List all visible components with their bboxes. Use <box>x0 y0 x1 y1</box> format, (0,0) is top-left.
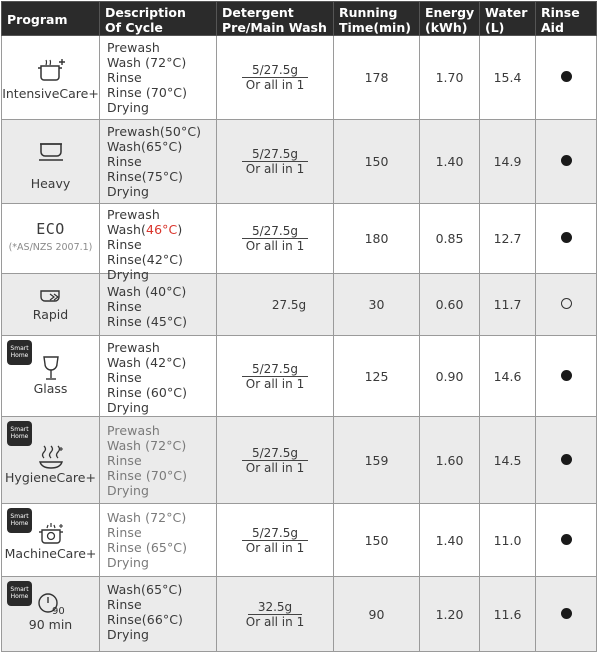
table-row[interactable] <box>2 204 597 274</box>
rinse-aid-cell <box>536 577 597 652</box>
detergent-alt: Or all in 1 <box>245 239 305 253</box>
cycle-step: Rinse <box>107 70 142 85</box>
program-cell <box>2 36 100 120</box>
table-row[interactable] <box>2 336 597 417</box>
detergent-alt: Or all in 1 <box>245 162 305 176</box>
energy-value: 1.70 <box>420 36 480 120</box>
cycle-step: Prewash <box>107 40 160 55</box>
water-value: 15.4 <box>480 36 536 120</box>
intensive-care-icon <box>34 56 68 86</box>
rinse-aid-filled-icon <box>561 608 572 619</box>
cycle-step: Drying <box>107 483 150 498</box>
cycle-step: Wash (72°C) <box>107 510 187 525</box>
header-program: Program <box>2 2 100 36</box>
cycle-step: Rinse (65°C) <box>107 540 188 555</box>
cycle-step: Wash(46°C) <box>107 222 183 237</box>
header-running-time: Running Time(min) <box>334 2 420 36</box>
cycle-description <box>100 504 217 577</box>
header-description: Description Of Cycle <box>100 2 217 36</box>
detergent-cell <box>217 336 334 417</box>
program-name: HygieneCare+ <box>5 470 96 485</box>
program-name: Glass <box>33 381 68 396</box>
detergent-cell <box>217 204 334 274</box>
svg-text:90: 90 <box>51 606 65 617</box>
program-name: Heavy <box>30 176 71 191</box>
energy-value: 1.40 <box>420 504 480 577</box>
running-time: 150 <box>334 504 420 577</box>
cycle-description <box>100 120 217 204</box>
smart-home-badge: Smart Home <box>7 421 32 446</box>
energy-value: 0.90 <box>420 336 480 417</box>
smart-home-badge: Smart Home <box>7 508 32 533</box>
cycle-step: Prewash <box>107 340 160 355</box>
energy-value: 0.85 <box>420 204 480 274</box>
program-name: IntensiveCare+ <box>2 86 99 101</box>
cycle-step: Rinse <box>107 154 142 169</box>
hygiene-steam-icon <box>36 444 66 470</box>
smart-home-badge: Smart Home <box>7 340 32 365</box>
cycle-step: Drying <box>107 184 150 199</box>
cycle-step: Rinse (70°C) <box>107 85 188 100</box>
rinse-aid-filled-icon <box>561 454 572 465</box>
cycle-step: Prewash(50°C) <box>107 124 202 139</box>
program-name: 90 min <box>28 617 73 632</box>
detergent-alt: Or all in 1 <box>245 460 305 475</box>
cycle-step: Wash(65°C) <box>107 582 183 597</box>
energy-value: 1.20 <box>420 577 480 652</box>
running-time: 150 <box>334 120 420 204</box>
cycle-step: Drying <box>107 100 150 115</box>
rapid-icon <box>37 287 65 307</box>
cycle-step: Rinse(42°C) <box>107 252 184 267</box>
cycle-step: Rinse(66°C) <box>107 612 184 627</box>
cycle-step: Drying <box>107 555 150 570</box>
program-standard-note: (*AS/NZS 2007.1) <box>8 242 93 253</box>
running-time: 159 <box>334 417 420 504</box>
program-cell <box>2 577 100 652</box>
rinse-aid-cell <box>536 504 597 577</box>
program-cell <box>2 120 100 204</box>
detergent-alt: Or all in 1 <box>245 614 305 629</box>
cycle-step: Drying <box>107 400 150 415</box>
header-rinse-aid: Rinse Aid <box>536 2 597 36</box>
energy-value: 1.60 <box>420 417 480 504</box>
rinse-aid-cell <box>536 120 597 204</box>
running-time: 30 <box>334 274 420 336</box>
cycle-step: Rinse <box>107 597 142 612</box>
cycle-step: Rinse <box>107 299 142 314</box>
rinse-aid-cell <box>536 274 597 336</box>
running-time: 180 <box>334 204 420 274</box>
rinse-aid-filled-icon <box>561 155 572 166</box>
detergent-amount: 5/27.5g <box>242 224 308 239</box>
cycle-step: Rinse(75°C) <box>107 169 184 184</box>
rinse-aid-filled-icon <box>561 71 572 82</box>
cycle-step: Rinse <box>107 525 142 540</box>
cycle-step <box>107 267 216 271</box>
program-name: MachineCare+ <box>4 546 97 561</box>
detergent-amount: 5/27.5g <box>242 446 308 461</box>
detergent-alt: Or all in 1 <box>245 78 305 92</box>
detergent-cell <box>217 36 334 120</box>
detergent-cell <box>217 417 334 504</box>
rinse-aid-hollow-icon <box>561 298 572 309</box>
running-time: 125 <box>334 336 420 417</box>
timer-90-icon <box>36 591 66 617</box>
program-cell <box>2 204 100 274</box>
cycle-step: Prewash <box>107 423 160 438</box>
cycle-step: Wash (40°C) <box>107 284 187 299</box>
rinse-aid-cell <box>536 204 597 274</box>
cycle-description <box>100 36 217 120</box>
detergent-amount: 5/27.5g <box>242 63 308 78</box>
detergent-amount: 32.5g <box>248 600 302 615</box>
eco-text-icon: ECO <box>36 220 65 238</box>
detergent-alt: Or all in 1 <box>245 540 305 555</box>
running-time: 178 <box>334 36 420 120</box>
detergent-cell <box>217 274 334 336</box>
detergent-amount: 5/27.5g <box>242 526 308 541</box>
header-row <box>2 2 597 36</box>
table-row[interactable] <box>2 504 597 577</box>
energy-value: 1.40 <box>420 120 480 204</box>
program-name: Rapid <box>32 307 69 322</box>
water-value: 14.5 <box>480 417 536 504</box>
water-value: 11.7 <box>480 274 536 336</box>
cycle-step: Rinse (60°C) <box>107 385 188 400</box>
program-cell <box>2 274 100 336</box>
cycle-description <box>100 577 217 652</box>
machine-care-icon <box>37 522 65 546</box>
cycle-step: Wash(65°C) <box>107 139 183 154</box>
detergent-cell <box>217 120 334 204</box>
rinse-aid-filled-icon <box>561 534 572 545</box>
program-cell <box>2 504 100 577</box>
table-row[interactable] <box>2 417 597 504</box>
cycle-step: Prewash <box>107 207 160 222</box>
detergent-amount: 27.5g <box>271 297 307 312</box>
table-row[interactable] <box>2 577 597 652</box>
cycle-description <box>100 336 217 417</box>
cycle-step: Rinse (70°C) <box>107 468 188 483</box>
table-row[interactable] <box>2 274 597 336</box>
detergent-cell <box>217 504 334 577</box>
program-cell <box>2 417 100 504</box>
water-value: 11.6 <box>480 577 536 652</box>
cycle-step: Wash (72°C) <box>107 55 187 70</box>
cycle-description <box>100 417 217 504</box>
heavy-pot-icon <box>36 136 66 162</box>
cycle-description <box>100 204 217 274</box>
detergent-cell <box>217 577 334 652</box>
rinse-aid-filled-icon <box>561 232 572 243</box>
detergent-amount: 5/27.5g <box>242 362 308 377</box>
header-water: Water (L) <box>480 2 536 36</box>
water-value: 11.0 <box>480 504 536 577</box>
smart-home-badge: Smart Home <box>7 581 32 606</box>
cycle-step: Rinse <box>107 370 142 385</box>
cycle-step: Drying <box>107 627 150 642</box>
detergent-amount: 5/27.5g <box>242 147 308 162</box>
rinse-aid-cell <box>536 36 597 120</box>
program-cell <box>2 336 100 417</box>
rinse-aid-cell <box>536 336 597 417</box>
cycle-description <box>100 274 217 336</box>
eco-wash-temperature: 46°C <box>146 222 178 237</box>
cycle-step: Wash (72°C) <box>107 438 187 453</box>
water-value: 14.9 <box>480 120 536 204</box>
cycle-step: Rinse (45°C) <box>107 314 188 329</box>
header-energy: Energy (kWh) <box>420 2 480 36</box>
program-table <box>1 1 597 652</box>
cycle-step: Rinse <box>107 237 142 252</box>
water-value: 12.7 <box>480 204 536 274</box>
wine-glass-icon <box>41 355 61 381</box>
energy-value: 0.60 <box>420 274 480 336</box>
cycle-step: Wash (42°C) <box>107 355 187 370</box>
detergent-alt: Or all in 1 <box>245 376 305 391</box>
cycle-step: Rinse <box>107 453 142 468</box>
rinse-aid-filled-icon <box>561 370 572 381</box>
table-row[interactable] <box>2 36 597 120</box>
water-value: 14.6 <box>480 336 536 417</box>
rinse-aid-cell <box>536 417 597 504</box>
running-time: 90 <box>334 577 420 652</box>
table-row[interactable] <box>2 120 597 204</box>
header-detergent: Detergent Pre/Main Wash <box>217 2 334 36</box>
